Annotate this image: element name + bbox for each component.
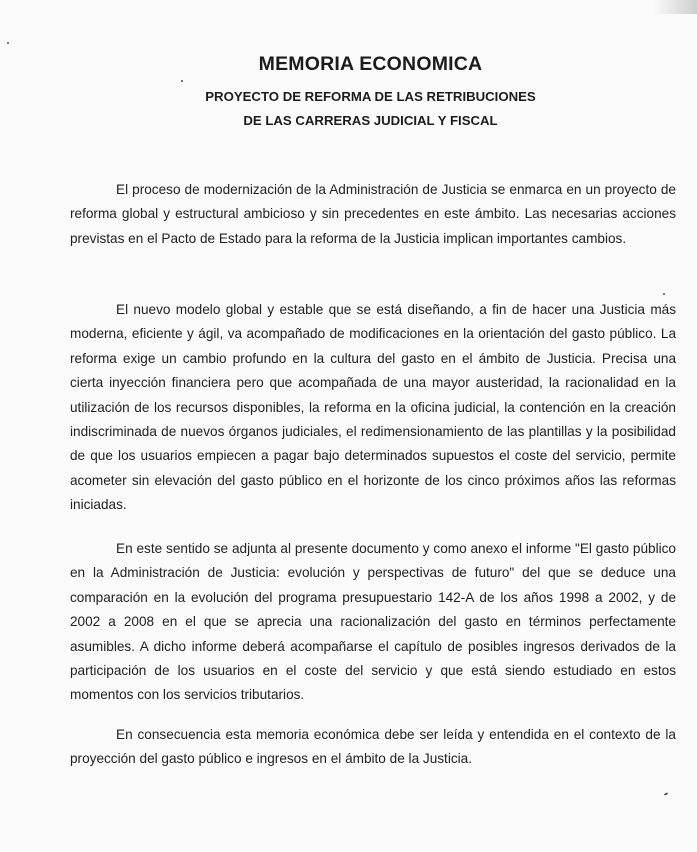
scan-speck <box>664 792 668 796</box>
document-subtitle-line-1: PROYECTO DE REFORMA DE LAS RETRIBUCIONES <box>205 89 536 104</box>
paragraph-4: En consecuencia esta memoria económica debe ser leída y entendida en el contexto de la proyección del gasto público e ingresos en el ámbito de la Justicia. <box>70 727 676 767</box>
paragraph-2: El nuevo modelo global y estable que se está diseñando, a fin de hacer una Justicia más moderna, eficiente y ágil, va acompañado de modificaciones en la orientación del gasto público. La reforma exige un cambio profundo en la cultura del gasto en el ámbito de Justicia. Precisa una cierta inyección financiera pero que acompañada de una mayor austeridad, la racionalidad en la utilización de los recursos disponibles, la reforma en la oficina judicial, la contención en la creación indiscriminada de nuevos órganos judiciales, el redimensionamiento de las plantillas y la posibilidad de que los usuarios empiecen a pagar bajo determinados supuestos el coste del servicio, permite acometer sin elevación del gasto público en el horizonte de los cinco próximos años las reformas iniciadas. <box>70 302 676 513</box>
scan-speck <box>7 42 9 44</box>
scan-speck <box>181 80 183 82</box>
paragraph-1: El proceso de modernización de la Administración de Justicia se enmarca en un proyecto de reforma global y estructural ambicioso y sin precedentes en este ámbito. Las necesarias acciones previstas en el Pacto de Estado para la reforma de la Justicia implican importantes cambios. <box>70 182 676 246</box>
scan-speck <box>663 293 665 295</box>
document-title: MEMORIA ECONOMICA <box>258 53 483 75</box>
scan-smudge <box>653 0 697 14</box>
document-subtitle-line-2: DE LAS CARRERAS JUDICIAL Y FISCAL <box>243 113 498 128</box>
paragraph-3: En este sentido se adjunta al presente documento y como anexo el informe "El gasto público en la Administración de Justicia: evolución y perspectivas de futuro" del que se deduce una comparación en la evolución del programa presupuestario 142-A de los años 1998 a 2002, y de 2002 a 2008 en el que se aprecia una racionalización del gasto en términos perfectamente asumibles. A dicho informe deberá acompañarse el capítulo de posibles ingresos derivados de la participación de los usuarios en el coste del servicio y que está siendo estudiado en estos momentos con los servicios tributarios. <box>70 541 676 703</box>
